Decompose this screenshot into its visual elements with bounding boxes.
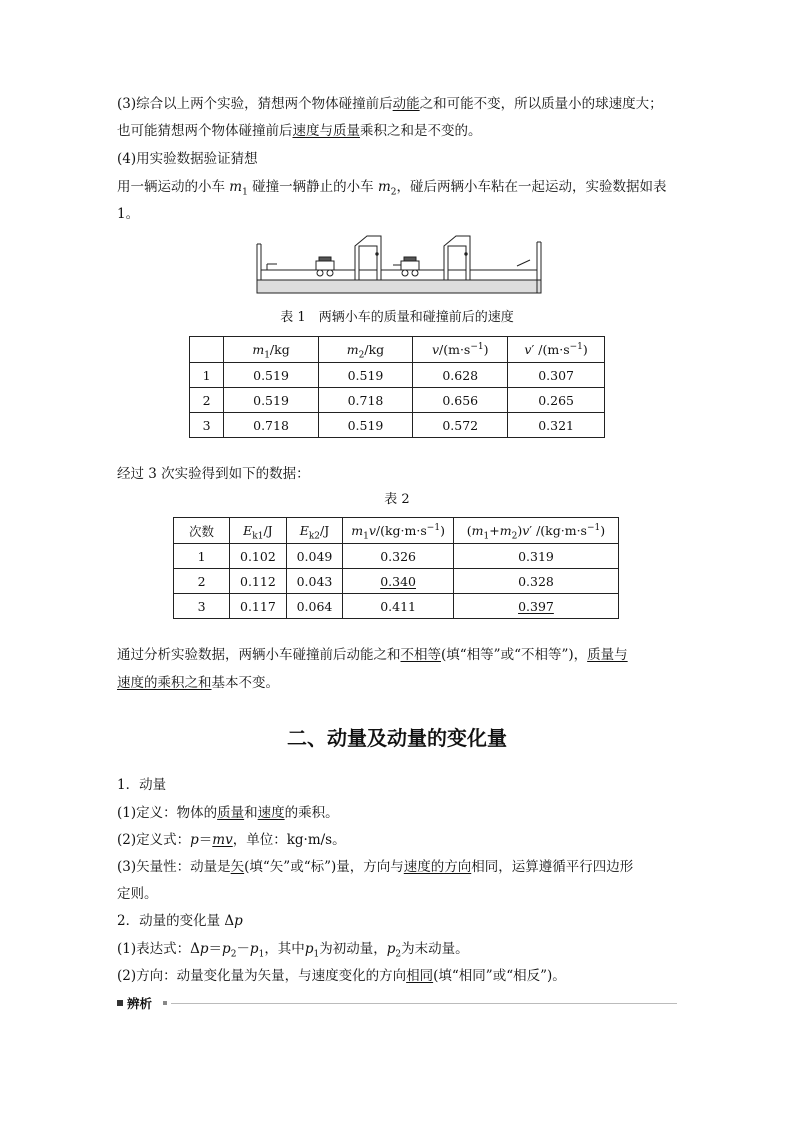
var: p — [199, 941, 209, 957]
table-cell: 0.064 — [286, 594, 343, 619]
table-cell: 0.326 — [343, 544, 454, 569]
exp: −1 — [586, 522, 601, 533]
table-cell: 0.718 — [318, 388, 412, 413]
var: p — [249, 941, 259, 957]
cart-m2 — [393, 257, 419, 276]
sub: 1 — [258, 949, 265, 960]
unit: ′ /(kg·m·s — [529, 523, 587, 538]
s1-definition — [117, 803, 339, 823]
table-cell: 0.718 — [224, 413, 318, 438]
blank-answer: 速度 — [257, 805, 285, 821]
paren: ) — [517, 523, 523, 538]
var: v — [524, 342, 532, 357]
table-cell: 0.519 — [318, 363, 412, 388]
track — [257, 242, 541, 293]
table-cell: 0.102 — [230, 544, 287, 569]
paren: ) — [483, 342, 489, 357]
header-cell-empty — [190, 337, 224, 363]
text: 为初动量， — [319, 941, 387, 957]
sub: 2 — [358, 350, 365, 361]
op: ＝ — [198, 832, 213, 848]
light-gate-2 — [444, 236, 470, 280]
table-cell: 0.112 — [230, 569, 287, 594]
text: (1)定义：物体的 — [117, 805, 218, 821]
text: 的乘积。 — [284, 805, 339, 821]
exp: −1 — [569, 341, 583, 352]
sub: k2 — [308, 531, 321, 542]
header-cell-count: 次数 — [174, 518, 230, 544]
paren: ) — [440, 523, 445, 538]
text: (3)综合以上两个实验，猜想两个物体碰撞前后 — [117, 96, 393, 112]
text: 相同，运算遵循平行四边形 — [471, 859, 634, 875]
text: ，单位：kg·m/s。 — [232, 832, 346, 848]
op: ＝ — [208, 941, 223, 957]
text: (填“矢”或“标”)量，方向与 — [244, 859, 404, 875]
text: ，其中 — [264, 941, 305, 957]
sub: 2 — [511, 531, 518, 542]
exp: −1 — [470, 341, 484, 352]
sub: 1 — [264, 350, 270, 361]
table-cell: 0.656 — [413, 388, 508, 413]
blank-answer: 相同 — [406, 968, 434, 984]
table-cell: 0.321 — [508, 413, 605, 438]
text: 也可能猜想两个物体碰撞前后 — [117, 123, 293, 139]
para-3-line-2 — [117, 121, 482, 141]
unit: /J — [263, 523, 273, 538]
experiment-figure — [255, 232, 545, 296]
var: p — [234, 913, 243, 929]
text: (3)矢量性：动量是 — [117, 859, 231, 875]
table-1 — [189, 336, 605, 438]
var: m — [377, 179, 391, 195]
blank-answer: 速度与质量 — [292, 123, 360, 139]
op: － — [236, 941, 250, 957]
table-1-caption: 表 1 两辆小车的质量和碰撞前后的速度 — [280, 310, 514, 325]
sub: 1 — [242, 187, 248, 198]
var: m — [346, 342, 359, 357]
cart-m1 — [316, 257, 334, 276]
table-cell: 0.043 — [286, 569, 343, 594]
text: 碰撞一辆静止的小车 — [252, 179, 374, 195]
conclusion-line-1 — [117, 645, 628, 665]
sub: 1 — [363, 531, 369, 542]
table-2-intro: 经过 3 次实验得到如下的数据： — [117, 466, 310, 482]
table-cell: 3 — [174, 594, 230, 619]
light-gate-1 — [355, 236, 381, 280]
text: 用一辆运动的小车 — [117, 179, 225, 195]
table-row — [190, 413, 605, 438]
paren: ( — [466, 523, 472, 538]
para-3-line-1 — [117, 94, 663, 114]
square-bullet-icon — [117, 1000, 123, 1006]
blank-answer: 速度的乘积之和 — [117, 675, 212, 691]
text: (2)定义式： — [117, 832, 191, 848]
table-row — [174, 544, 619, 569]
var: m — [471, 523, 484, 538]
var: v — [431, 342, 439, 357]
table-cell: 0.049 — [286, 544, 343, 569]
s1-vector-line-1 — [117, 857, 633, 877]
table-cell: 0.572 — [413, 413, 508, 438]
table-1-header-row — [190, 337, 605, 363]
var: m — [229, 179, 243, 195]
table-row — [190, 363, 605, 388]
header-cell-m1 — [224, 337, 318, 363]
var: v — [522, 523, 530, 538]
header-cell-v — [413, 337, 508, 363]
paren: ) — [582, 342, 588, 357]
var: v — [368, 523, 376, 538]
var: p — [222, 941, 231, 957]
unit: ′ /(m·s — [531, 342, 570, 357]
text: 和 — [244, 805, 258, 821]
s2-title — [117, 911, 243, 931]
table-cell — [453, 594, 618, 619]
sub: 2 — [230, 949, 237, 960]
blank-answer: 速度的方向 — [403, 859, 472, 875]
text: 通过分析实验数据，两辆小车碰撞前后动能之和 — [117, 647, 401, 663]
small-square-icon — [163, 1001, 167, 1005]
para-4-line-1 — [117, 177, 666, 197]
var: p — [304, 941, 314, 957]
table-cell: 1 — [190, 363, 224, 388]
table-cell: 0.328 — [453, 569, 618, 594]
text: 之和可能不变，所以质量小的球速度大； — [419, 96, 663, 112]
sub: 1 — [313, 949, 320, 960]
table-cell: 0.519 — [224, 363, 318, 388]
exp: −1 — [426, 522, 441, 533]
unit: /J — [320, 523, 330, 538]
table-cell: 0.307 — [508, 363, 605, 388]
blank-answer: 质量与 — [587, 647, 628, 663]
s2-direction — [117, 966, 566, 986]
text: (1)表达式：Δ — [117, 941, 200, 957]
table-cell: 0.519 — [318, 413, 412, 438]
table-2-caption: 表 2 — [384, 492, 410, 507]
s1-vector-line-2: 定则。 — [117, 886, 158, 902]
underlined-value: 0.340 — [380, 573, 416, 589]
table-2 — [173, 517, 619, 619]
unit: /(kg·m·s — [375, 523, 427, 538]
table-cell: 3 — [190, 413, 224, 438]
unit: /(m·s — [439, 342, 471, 357]
blank-answer: 质量 — [217, 805, 245, 821]
para-4-title: (4)用实验数据验证猜想 — [117, 151, 258, 167]
table-cell: 2 — [190, 388, 224, 413]
blank-answer: 不相等 — [400, 647, 441, 663]
var: m — [351, 523, 364, 538]
table-cell: 1 — [174, 544, 230, 569]
var: m — [499, 523, 512, 538]
analysis-label: 辨析 — [127, 996, 153, 1011]
header-cell-m2 — [318, 337, 412, 363]
paren: ) — [600, 523, 606, 538]
blank-answer: mv — [212, 832, 233, 848]
table-row — [190, 388, 605, 413]
table-cell: 0.411 — [343, 594, 454, 619]
unit: /kg — [364, 342, 385, 357]
table-row — [174, 569, 619, 594]
sub: 1 — [483, 531, 490, 542]
table-row — [174, 594, 619, 619]
header-cell-ek2 — [286, 518, 343, 544]
var: p — [386, 941, 396, 957]
analysis-bar — [117, 994, 677, 1014]
op: + — [489, 523, 500, 538]
text: (填“相同”或“相反”)。 — [433, 968, 566, 984]
section-heading: 二、动量及动量的变化量 — [287, 726, 507, 750]
sub: k1 — [252, 531, 264, 542]
text: 2．动量的变化量 Δ — [117, 913, 235, 929]
blank-answer: 动能 — [392, 96, 420, 112]
blank-answer: 矢 — [230, 859, 245, 875]
header-cell-ek1 — [230, 518, 287, 544]
table-cell: 0.519 — [224, 388, 318, 413]
text: ，碰后两辆小车粘在一起运动，实验数据如表 — [396, 179, 667, 195]
para-4-line-2: 1。 — [117, 206, 140, 222]
divider — [171, 1003, 677, 1004]
s2-expression — [117, 939, 469, 959]
table-cell — [343, 569, 454, 594]
s1-formula — [117, 830, 346, 850]
var: p — [190, 832, 199, 848]
table-2-header-row — [174, 518, 619, 544]
header-cell-v-prime — [508, 337, 605, 363]
var: E — [243, 523, 253, 538]
table-cell: 0.265 — [508, 388, 605, 413]
text: (填“相等”或“不相等”)， — [441, 647, 588, 663]
text: (2)方向：动量变化量为矢量，与速度变化的方向 — [117, 968, 407, 984]
table-cell: 0.319 — [453, 544, 618, 569]
var: E — [299, 523, 309, 538]
s1-title: 1．动量 — [117, 777, 167, 793]
conclusion-line-2 — [117, 673, 279, 693]
header-cell-sum-mv — [453, 518, 618, 544]
table-cell: 2 — [174, 569, 230, 594]
text: 乘积之和是不变的。 — [360, 123, 482, 139]
text: 为末动量。 — [401, 941, 469, 957]
sub: 2 — [395, 949, 402, 960]
unit: /kg — [269, 342, 290, 357]
underlined-value: 0.397 — [518, 598, 554, 614]
table-cell: 0.628 — [413, 363, 508, 388]
table-cell: 0.117 — [230, 594, 287, 619]
var: m — [252, 342, 265, 357]
sub: 2 — [390, 187, 397, 198]
text: 基本不变。 — [211, 675, 279, 691]
header-cell-m1v — [343, 518, 454, 544]
